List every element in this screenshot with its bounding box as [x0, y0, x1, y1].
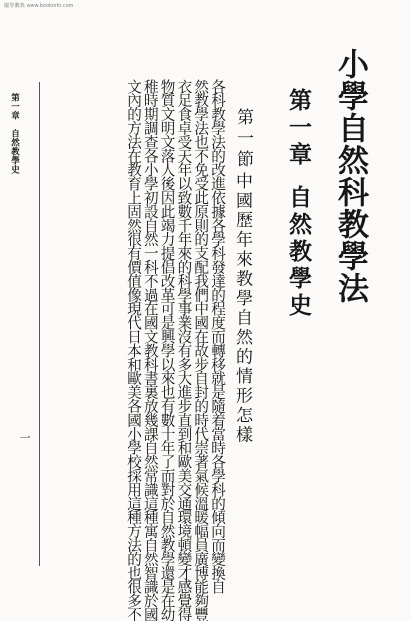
chapter-number: 第一章 — [285, 88, 312, 169]
margin-rule — [39, 82, 40, 566]
body-text — [56, 79, 226, 621]
body-line-5: 稚時期調查各小學初設自然一科不過在國文教科書裏放幾課自然常識這種寓自然智識於國 — [141, 79, 159, 621]
body-line-2: 然教學法也不免受此原則的支配我們中國在故步自封的時代崇著氣候溫暖幅員廣博能夠豐 — [192, 79, 210, 621]
body-line-4: 物質文明文落人後因此竭力提倡改革可是興學以來也有數十年了而對於自然教學還是在幼 — [158, 79, 176, 621]
section-number: 第一節 — [233, 108, 253, 171]
book-title: 小學自然科教學法 — [332, 48, 368, 304]
body-line-3: 衣足食卓受天年以致數千年來的科學事業沒有多大進步直到和歐美交通環境頓變才感覺得 — [175, 79, 193, 621]
watermark: 國學數典 www.bookinfo.com — [4, 3, 74, 9]
chapter-title: 自然教學史 — [285, 185, 312, 320]
section-title: 中國歷年來教學自然的情形怎樣 — [232, 172, 252, 445]
page-number: 一 — [18, 432, 31, 443]
body-line-1: 各科教學法的改進依據各學科發達的程度而轉移就是隨着當時各學科的傾向而變換自 — [209, 79, 226, 594]
running-head: 第一章 自然教學史 — [9, 93, 20, 174]
chapter-heading — [287, 88, 310, 320]
body-line-6: 文內的方法在教育上固然很有價值像現代日本和歐美各國小學校採用這種方法的也很多不 — [125, 79, 143, 621]
